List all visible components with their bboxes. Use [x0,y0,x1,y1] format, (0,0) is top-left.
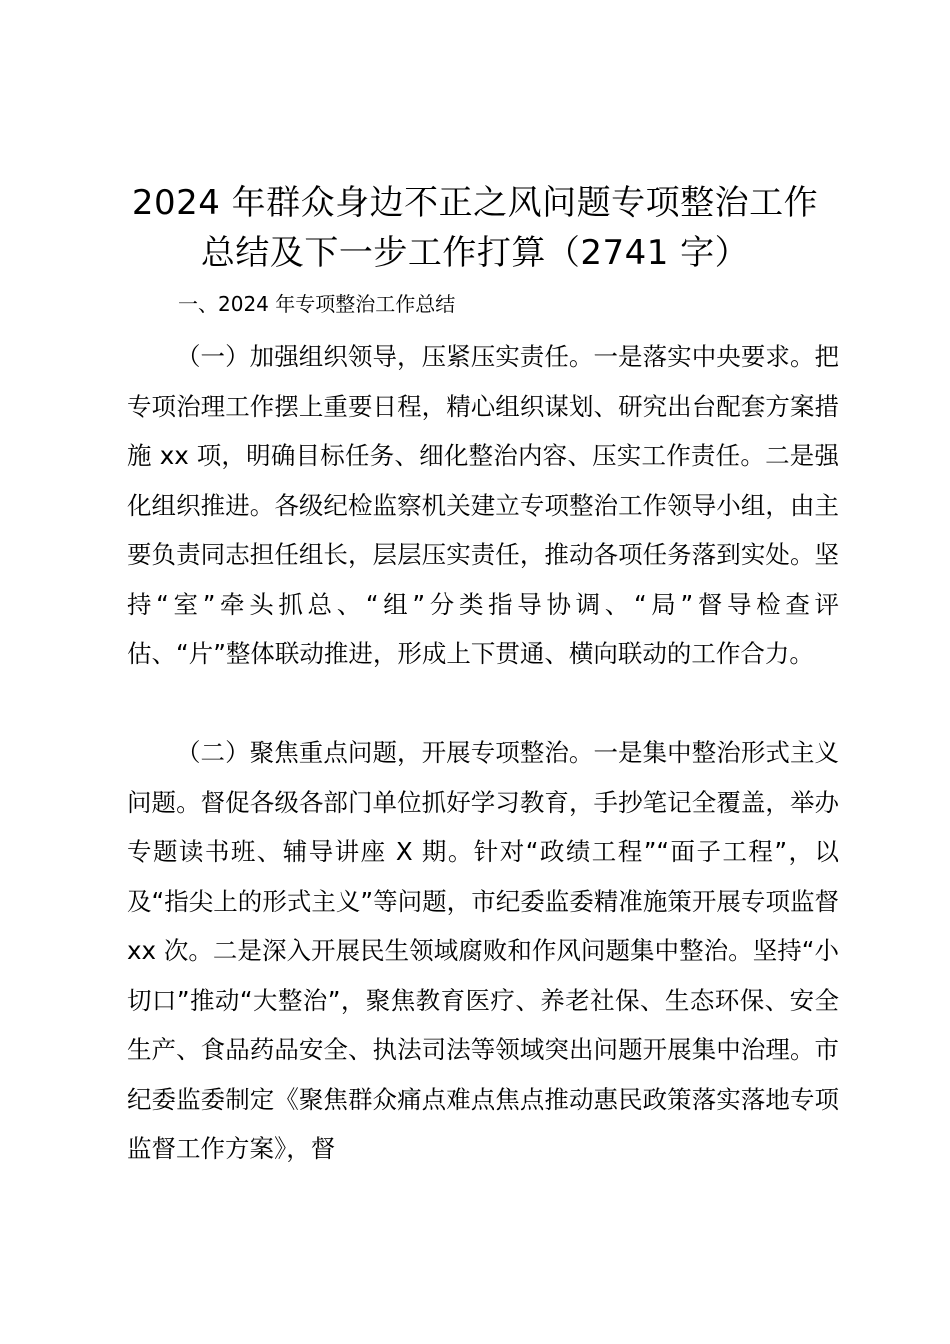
title-line-1: 2024 年群众身边不正之风问题专项整治工作 [131,183,819,223]
document-title [120,178,830,278]
paragraph-2: （二）聚焦重点问题，开展专项整治。一是集中整治形式主义问题。督促各级各部门单位抓好学习教育，手抄笔记全覆盖，举办专题读书班、辅导讲座 X 期。针对“政绩工程”“面子工程”，以及“指尖上的形式主义”等问题，市纪委监委精准施策开展专项监督 xx 次。二是深入开展民生领域腐败和作风问题集中整治。坚持“小切口”推动“大整治”，聚焦教育医疗、养老社保、生态环保、安全生产、食品药品安全、执法司法等领域突出问题开展集中治理。市纪委监委制定《聚焦群众痛点难点焦点推动惠民政策落实落地专项监督工作方案》，督 [127,738,839,1163]
section-heading: 一、2024 年专项整治工作总结 [178,292,456,316]
paragraph-1: （一）加强组织领导，压紧压实责任。一是落实中央要求。把专项治理工作摆上重要日程，精心组织谋划、研究出台配套方案措施 xx 项，明确目标任务、细化整治内容、压实工作责任。二是强化组织推进。各级纪检监察机关建立专项整治工作领导小组，由主要负责同志担任组长，层层压实责任，推动各项任务落到实处。坚持“室”牵头抓总、“组”分类指导协调、“局”督导检查评估、“片”整体联动推进，形成上下贯通、横向联动的工作合力。 [127,342,839,668]
title-line-2: 总结及下一步工作打算（2741 字） [200,233,750,273]
